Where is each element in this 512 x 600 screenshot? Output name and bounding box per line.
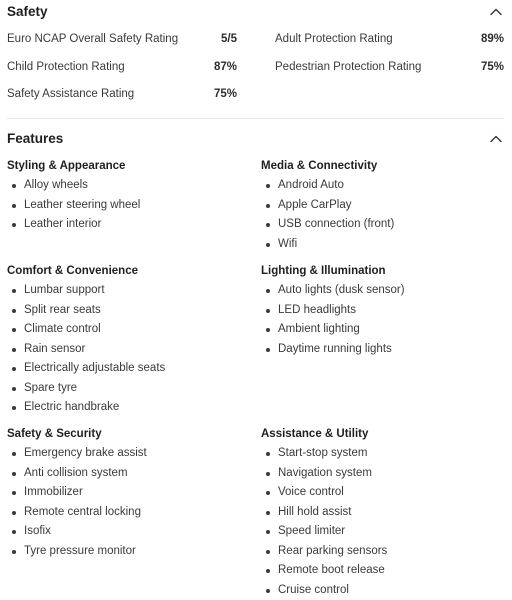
bullet-icon: [12, 406, 16, 410]
bullet-icon: [266, 569, 270, 573]
list-item: [261, 320, 501, 340]
feature-group-safety-security: [7, 425, 247, 561]
bullet-icon: [12, 223, 16, 227]
safety-title: Safety: [7, 4, 48, 19]
bullet-icon: [12, 530, 16, 534]
feature-label: Hill hold assist: [278, 505, 352, 518]
feature-label: Climate control: [24, 323, 101, 335]
feature-label: Electric handbrake: [24, 401, 120, 413]
bullet-icon: [12, 511, 16, 515]
bullet-icon: [266, 328, 270, 332]
list-item: [261, 483, 501, 503]
feature-label: LED headlights: [278, 303, 356, 316]
feature-list: [7, 281, 247, 418]
rating-value: 75%: [480, 61, 504, 73]
bullet-icon: [266, 289, 270, 293]
rating-value: 75%: [213, 88, 237, 100]
feature-group-comfort: [7, 262, 247, 418]
feature-label: Leather steering wheel: [24, 198, 141, 211]
list-item: [261, 444, 501, 464]
features-title: Features: [7, 131, 64, 146]
list-item: [261, 176, 501, 196]
bullet-icon: [12, 328, 16, 332]
feature-label: Alloy wheels: [24, 179, 88, 191]
bullet-icon: [266, 550, 270, 554]
feature-label: Electrically adjustable seats: [24, 362, 166, 374]
bullet-icon: [12, 491, 16, 495]
rating-value: 89%: [480, 33, 504, 45]
feature-list: [7, 176, 247, 235]
list-item: [261, 215, 501, 235]
list-item: [7, 522, 247, 542]
feature-label: Rain sensor: [24, 342, 86, 355]
feature-label: Tyre pressure monitor: [24, 544, 136, 557]
list-item: [7, 176, 247, 196]
bullet-icon: [12, 452, 16, 456]
feature-label: Auto lights (dusk sensor): [278, 284, 405, 296]
chevron-up-icon[interactable]: [488, 4, 504, 20]
feature-label: Rear parking sensors: [278, 544, 388, 557]
feature-group-title: Assistance & Utility: [261, 428, 369, 440]
feature-label: Android Auto: [278, 179, 344, 191]
list-item: [261, 196, 501, 216]
list-item: [7, 503, 247, 523]
rating-label: Child Protection Rating: [7, 61, 125, 73]
feature-label: Speed limiter: [278, 525, 346, 537]
feature-group-assistance: [261, 425, 501, 600]
bullet-icon: [266, 589, 270, 593]
feature-label: Remote boot release: [278, 564, 385, 576]
list-item: [7, 483, 247, 503]
list-item: [261, 561, 501, 581]
bullet-icon: [266, 184, 270, 188]
feature-label: USB connection (front): [278, 218, 395, 230]
bullet-icon: [266, 530, 270, 534]
list-item: [261, 235, 501, 255]
list-item: [7, 196, 247, 216]
feature-list: [261, 444, 501, 600]
bullet-icon: [266, 243, 270, 247]
feature-label: Ambient lighting: [278, 323, 360, 335]
bullet-icon: [266, 491, 270, 495]
rating-adult-protection: [275, 30, 504, 48]
list-item: [261, 464, 501, 484]
bullet-icon: [12, 204, 16, 208]
feature-label: Immobilizer: [24, 486, 83, 498]
safety-section-header[interactable]: [7, 2, 504, 22]
list-item: [261, 581, 501, 600]
list-item: [261, 542, 501, 562]
list-item: [7, 320, 247, 340]
rating-label: Adult Protection Rating: [275, 33, 393, 45]
feature-label: Navigation system: [278, 466, 372, 479]
feature-group-title: Media & Connectivity: [261, 160, 378, 172]
feature-group-title: Lighting & Illumination: [261, 265, 386, 277]
list-item: [7, 301, 247, 321]
list-item: [7, 379, 247, 399]
rating-value: 5/5: [221, 33, 237, 45]
list-item: [261, 503, 501, 523]
feature-label: Remote central locking: [24, 505, 141, 518]
feature-group-title: Safety & Security: [7, 428, 102, 440]
rating-label: Euro NCAP Overall Safety Rating: [7, 33, 179, 45]
list-item: [7, 281, 247, 301]
feature-label: Cruise control: [278, 583, 349, 596]
rating-label: Pedestrian Protection Rating: [275, 61, 422, 73]
feature-group-media: [261, 157, 501, 254]
chevron-up-icon[interactable]: [488, 131, 504, 147]
bullet-icon: [266, 348, 270, 352]
feature-label: Lumbar support: [24, 284, 105, 296]
rating-pedestrian-protection: [275, 58, 504, 76]
feature-group-styling: [7, 157, 247, 235]
list-item: [261, 522, 501, 542]
rating-label: Safety Assistance Rating: [7, 88, 135, 100]
bullet-icon: [12, 550, 16, 554]
bullet-icon: [266, 472, 270, 476]
rating-euro-ncap: [7, 30, 237, 48]
feature-label: Anti collision system: [24, 466, 128, 479]
list-item: [7, 542, 247, 562]
feature-label: Start-stop system: [278, 447, 368, 459]
feature-list: [261, 281, 501, 359]
feature-group-title: Comfort & Convenience: [7, 265, 138, 277]
feature-label: Apple CarPlay: [278, 198, 352, 211]
rating-value: 87%: [213, 61, 237, 73]
feature-list: [7, 444, 247, 561]
rating-safety-assistance: [7, 85, 237, 103]
list-item: [261, 301, 501, 321]
feature-list: [261, 176, 501, 254]
section-divider: [7, 118, 504, 119]
bullet-icon: [266, 452, 270, 456]
bullet-icon: [266, 223, 270, 227]
bullet-icon: [12, 387, 16, 391]
feature-group-lighting: [261, 262, 501, 359]
rating-child-protection: [7, 58, 237, 76]
list-item: [7, 359, 247, 379]
bullet-icon: [12, 367, 16, 371]
bullet-icon: [12, 184, 16, 188]
bullet-icon: [12, 472, 16, 476]
list-item: [7, 215, 247, 235]
bullet-icon: [12, 348, 16, 352]
bullet-icon: [266, 309, 270, 313]
list-item: [261, 340, 501, 360]
feature-label: Daytime running lights: [278, 342, 392, 355]
feature-label: Split rear seats: [24, 303, 101, 316]
bullet-icon: [12, 289, 16, 293]
feature-label: Spare tyre: [24, 381, 78, 394]
list-item: [7, 340, 247, 360]
bullet-icon: [266, 204, 270, 208]
feature-label: Voice control: [278, 486, 344, 498]
feature-label: Wifi: [278, 237, 298, 250]
bullet-icon: [12, 309, 16, 313]
list-item: [261, 281, 501, 301]
feature-label: Isofix: [24, 525, 51, 537]
feature-label: Emergency brake assist: [24, 447, 147, 459]
list-item: [7, 398, 247, 418]
list-item: [7, 444, 247, 464]
bullet-icon: [266, 511, 270, 515]
feature-label: Leather interior: [24, 218, 102, 230]
list-item: [7, 464, 247, 484]
features-section-header[interactable]: [7, 129, 504, 149]
feature-group-title: Styling & Appearance: [7, 160, 126, 172]
